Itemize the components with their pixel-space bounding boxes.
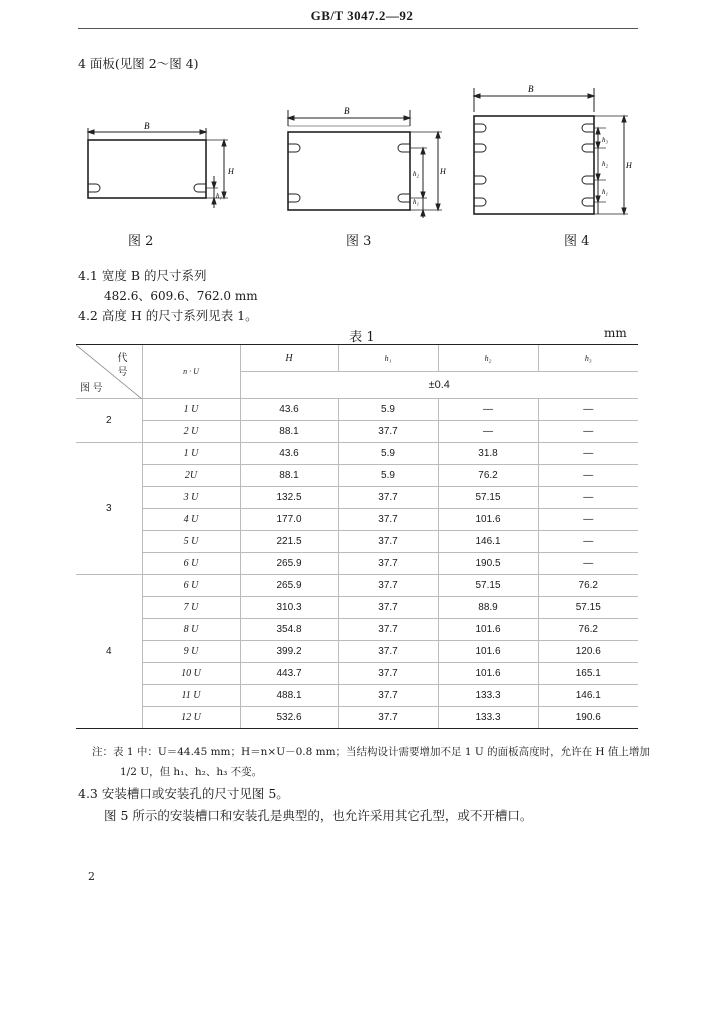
cell-H: 43.6: [240, 443, 338, 465]
cell-nu: 3 U: [142, 487, 240, 509]
table-caption: 表 1: [349, 330, 375, 345]
cell-h2: 57.15: [438, 487, 538, 509]
cell-h3: 120.6: [538, 641, 638, 663]
document-header: GB/T 3047.2—92: [310, 8, 414, 23]
cell-h3: —: [538, 465, 638, 487]
cell-h1: 37.7: [338, 553, 438, 575]
cell-H: 43.6: [240, 399, 338, 421]
table-row: [76, 421, 638, 443]
cell-nu: 10 U: [142, 663, 240, 685]
header-h3: h₃: [538, 345, 638, 372]
cell-nu: 2U: [142, 465, 240, 487]
section-4-3-paragraph: 图 5 所示的安装槽口和安装孔是典型的，也允许采用其它孔型，或不开槽口。: [104, 808, 533, 823]
cell-h1: 37.7: [338, 597, 438, 619]
header-H: H: [240, 345, 338, 372]
table-corner-cell: [76, 345, 142, 399]
fig4-label-B: B: [528, 84, 534, 94]
table-row: [76, 619, 638, 641]
cell-h1: 37.7: [338, 487, 438, 509]
cell-H: 177.0: [240, 509, 338, 531]
cell-h1: 37.7: [338, 509, 438, 531]
cell-nu: 11 U: [142, 685, 240, 707]
table-unit: mm: [604, 326, 627, 340]
cell-h2: 31.8: [438, 443, 538, 465]
figure-number-cell: 3: [76, 443, 142, 575]
cell-nu: 6 U: [142, 575, 240, 597]
cell-h2: 146.1: [438, 531, 538, 553]
cell-h2: —: [438, 399, 538, 421]
fig2-label-H: H: [228, 167, 234, 176]
fig3-label-H: H: [440, 167, 446, 176]
fig2-label-h1: h₁: [216, 192, 222, 200]
fig2-label-B: B: [144, 121, 150, 131]
table-row: [76, 553, 638, 575]
header-h1: h₁: [338, 345, 438, 372]
cell-h1: 37.7: [338, 685, 438, 707]
cell-H: 265.9: [240, 553, 338, 575]
table-row: [76, 663, 638, 685]
cell-h1: 37.7: [338, 619, 438, 641]
cell-h2: 57.15: [438, 575, 538, 597]
section-4-1-values: 482.6、609.6、762.0 mm: [104, 289, 258, 303]
cell-h2: —: [438, 421, 538, 443]
cell-h1: 5.9: [338, 465, 438, 487]
figure-4-caption: 图 4: [564, 234, 590, 249]
tolerance-cell: ±0.4: [240, 372, 638, 399]
cell-h3: —: [538, 531, 638, 553]
cell-nu: 4 U: [142, 509, 240, 531]
section-4-2-heading: 4.2 高度 H 的尺寸系列见表 1。: [78, 308, 258, 323]
fig4-label-h2: h₂: [602, 160, 608, 168]
table-row: [76, 465, 638, 487]
cell-h2: 101.6: [438, 641, 538, 663]
figure-number-cell: 4: [76, 575, 142, 729]
cell-h3: 76.2: [538, 575, 638, 597]
section-4-3-heading: 4.3 安装槽口或安装孔的尺寸见图 5。: [78, 786, 289, 801]
fig3-label-B: B: [344, 106, 350, 116]
fig4-label-H: H: [626, 161, 632, 170]
cell-h3: 146.1: [538, 685, 638, 707]
cell-h1: 37.7: [338, 421, 438, 443]
header-rule: [78, 28, 638, 29]
cell-h2: 133.3: [438, 707, 538, 729]
cell-h2: 88.9: [438, 597, 538, 619]
cell-h1: 37.7: [338, 707, 438, 729]
cell-h1: 5.9: [338, 399, 438, 421]
figure-2-drawing: [78, 118, 248, 218]
table-row: [76, 641, 638, 663]
cell-h1: 37.7: [338, 575, 438, 597]
page-number: 2: [88, 870, 95, 883]
cell-h2: 101.6: [438, 619, 538, 641]
table-row: [76, 685, 638, 707]
cell-h3: —: [538, 553, 638, 575]
table-row: [76, 443, 638, 465]
fig4-label-h3: h₃: [602, 136, 608, 144]
cell-h2: 76.2: [438, 465, 538, 487]
figure-3-drawing: [282, 100, 452, 220]
cell-h2: 101.6: [438, 663, 538, 685]
cell-H: 132.5: [240, 487, 338, 509]
cell-nu: 12 U: [142, 707, 240, 729]
cell-nu: 1 U: [142, 443, 240, 465]
figure-4-drawing: [466, 82, 636, 222]
cell-h3: 76.2: [538, 619, 638, 641]
header-h2: h₂: [438, 345, 538, 372]
section-4-heading: 4 面板(见图 2～图 4): [78, 56, 199, 71]
table-row: [76, 707, 638, 729]
table-note-line-2: 1/2 U，但 h₁、h₂、h₃ 不变。: [120, 766, 263, 778]
cell-nu: 9 U: [142, 641, 240, 663]
table-row: [76, 509, 638, 531]
table-row: [76, 597, 638, 619]
corner-label-top: 代: [117, 353, 128, 364]
table-header-row: [76, 345, 638, 372]
cell-H: 265.9: [240, 575, 338, 597]
cell-H: 310.3: [240, 597, 338, 619]
cell-nu: 1 U: [142, 399, 240, 421]
fig3-label-h2: h₂: [413, 170, 419, 178]
cell-h2: 133.3: [438, 685, 538, 707]
cell-H: 221.5: [240, 531, 338, 553]
cell-H: 488.1: [240, 685, 338, 707]
table-row: [76, 531, 638, 553]
corner-label-bottom: 图 号: [80, 383, 103, 394]
cell-h1: 37.7: [338, 641, 438, 663]
cell-h3: —: [538, 509, 638, 531]
cell-h2: 101.6: [438, 509, 538, 531]
cell-H: 443.7: [240, 663, 338, 685]
dimension-table: [76, 344, 638, 729]
table-row: [76, 575, 638, 597]
cell-h3: —: [538, 399, 638, 421]
table-row: [76, 399, 638, 421]
section-4-1-heading: 4.1 宽度 B 的尺寸系列: [78, 268, 207, 283]
corner-label-mid: 号: [117, 367, 128, 378]
cell-nu: 6 U: [142, 553, 240, 575]
fig3-label-h1: h₁: [413, 198, 419, 206]
cell-h3: 190.6: [538, 707, 638, 729]
table-note-line-1: 注：表 1 中：U＝44.45 mm；H＝n×U－0.8 mm；当结构设计需要增加不足 1 U 的面板高度时，允许在 H 值上增加: [92, 746, 650, 758]
fig4-label-h1: h₁: [602, 188, 608, 196]
figure-2-caption: 图 2: [128, 234, 154, 249]
cell-H: 88.1: [240, 421, 338, 443]
cell-h1: 37.7: [338, 531, 438, 553]
cell-h3: 57.15: [538, 597, 638, 619]
cell-h3: 165.1: [538, 663, 638, 685]
cell-h3: —: [538, 421, 638, 443]
cell-H: 354.8: [240, 619, 338, 641]
figure-number-cell: 2: [76, 399, 142, 443]
cell-H: 399.2: [240, 641, 338, 663]
table-row: [76, 487, 638, 509]
cell-h1: 5.9: [338, 443, 438, 465]
header-nu: n · U: [142, 345, 240, 399]
cell-h3: —: [538, 443, 638, 465]
cell-h2: 190.5: [438, 553, 538, 575]
cell-nu: 8 U: [142, 619, 240, 641]
cell-h1: 37.7: [338, 663, 438, 685]
cell-H: 88.1: [240, 465, 338, 487]
cell-h3: —: [538, 487, 638, 509]
cell-nu: 5 U: [142, 531, 240, 553]
cell-H: 532.6: [240, 707, 338, 729]
cell-nu: 7 U: [142, 597, 240, 619]
figure-3-caption: 图 3: [346, 234, 372, 249]
cell-nu: 2 U: [142, 421, 240, 443]
